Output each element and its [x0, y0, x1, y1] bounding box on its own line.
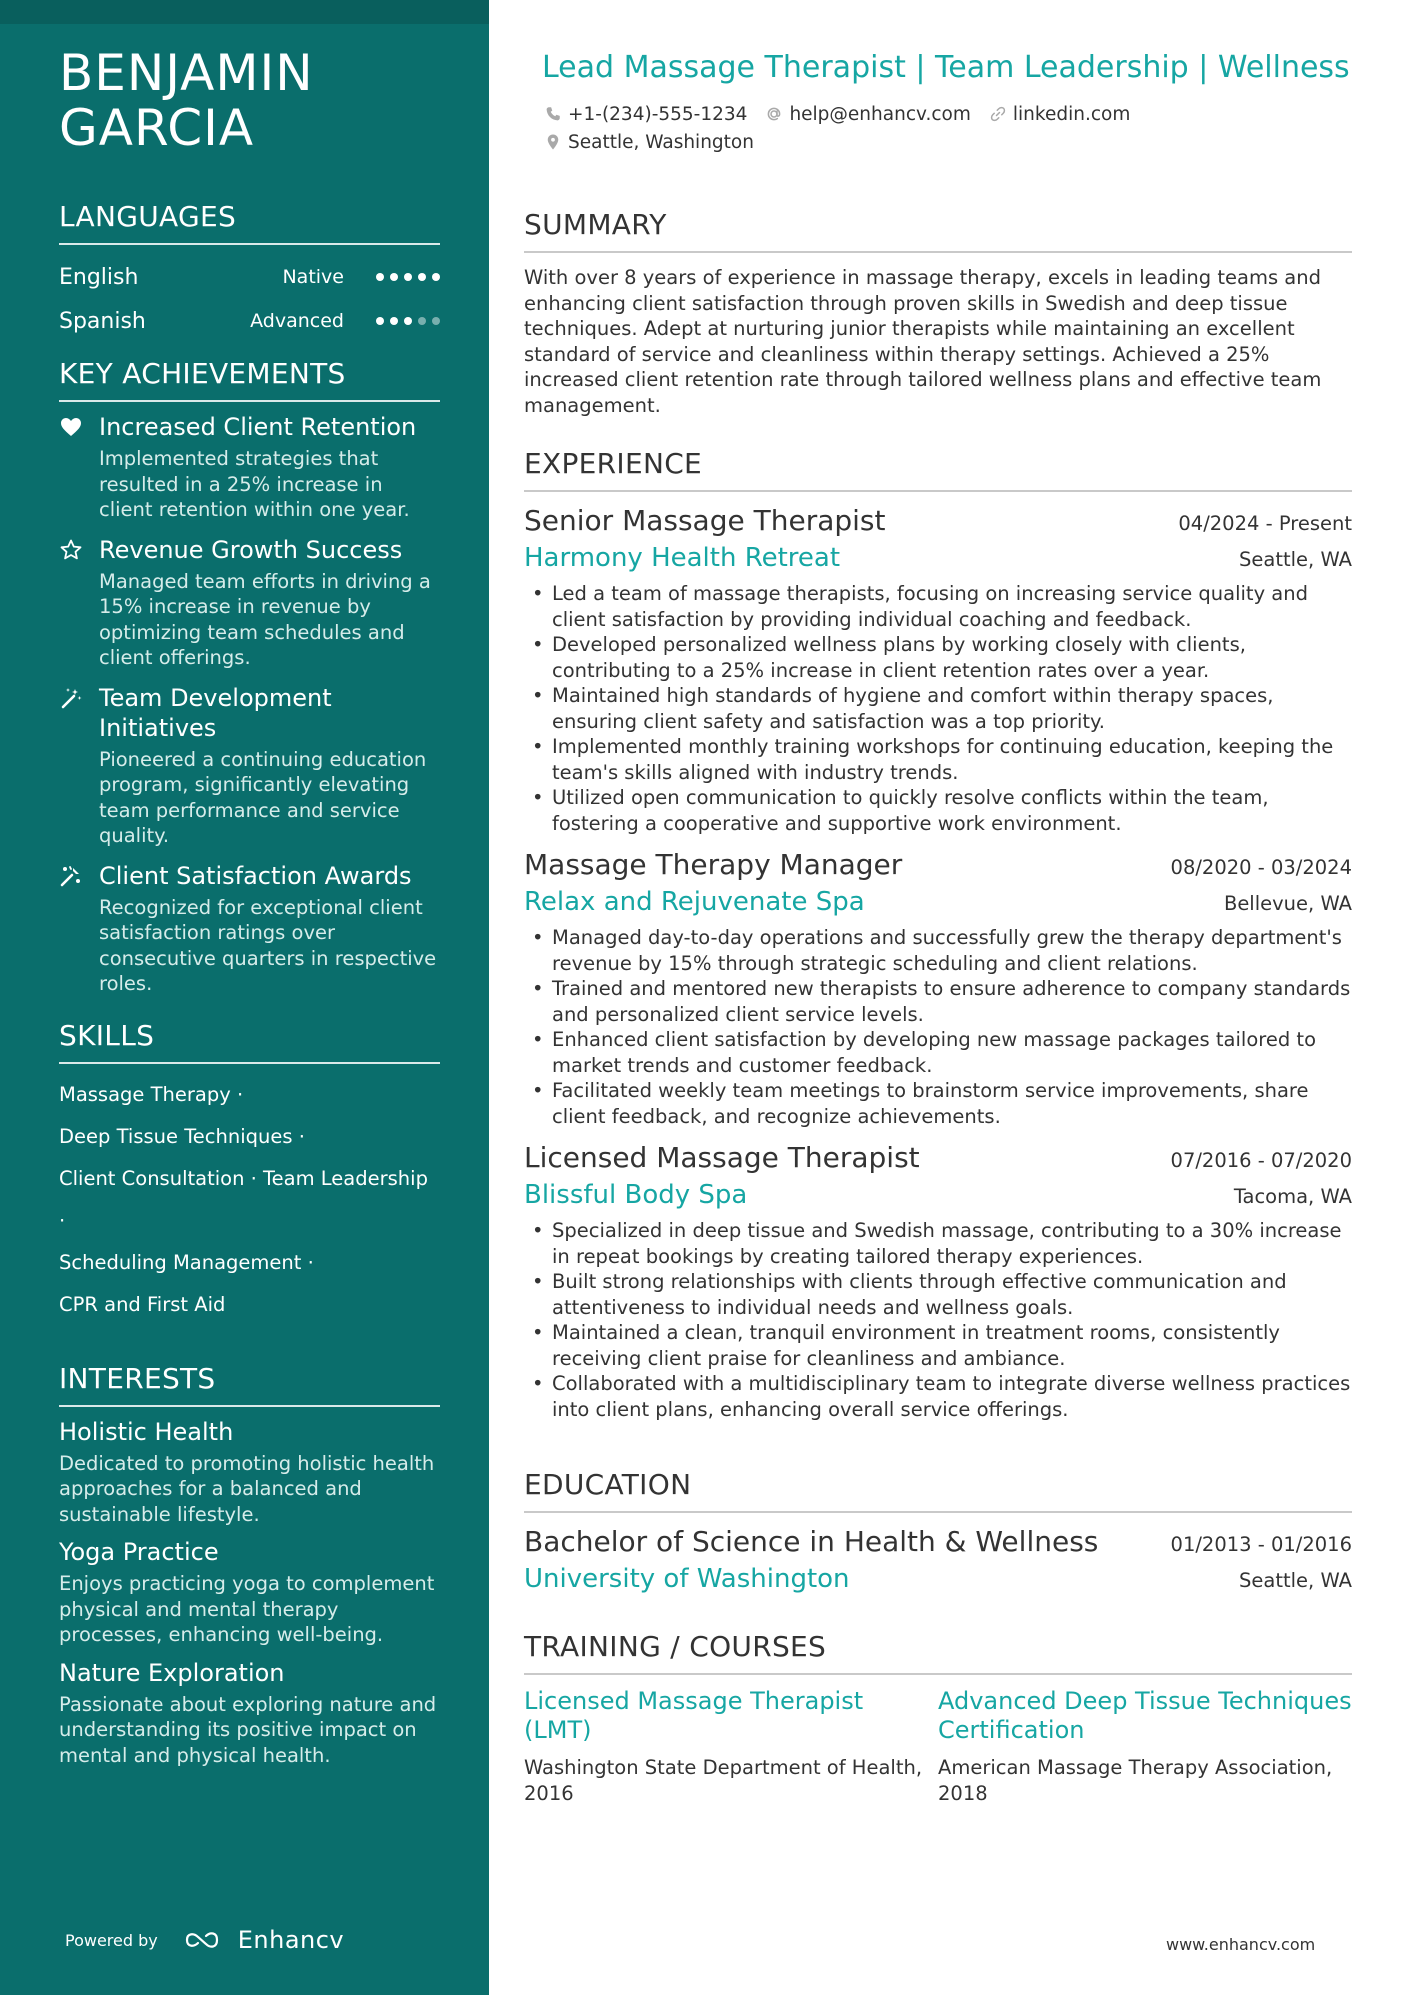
magic-wand-icon — [59, 683, 99, 849]
interest-title: Yoga Practice — [59, 1538, 219, 1566]
dot — [376, 273, 384, 281]
sidebar — [0, 0, 489, 1995]
experience-title: EXPERIENCE — [524, 447, 1352, 492]
powered-by — [65, 1926, 344, 1954]
name-last: GARCIA — [59, 99, 255, 157]
dot — [390, 317, 398, 325]
training-title: TRAINING / COURSES — [524, 1630, 1352, 1675]
achievement-item — [59, 412, 440, 523]
at-icon — [765, 105, 783, 123]
skill-line: Client Consultation · Team Leadership · — [59, 1166, 428, 1232]
job-title: Licensed Massage Therapist — [524, 1141, 920, 1174]
language-level: Native — [282, 266, 344, 288]
location-pin-icon — [544, 133, 562, 151]
location-text: Seattle, Washington — [568, 131, 754, 153]
skill-line: Massage Therapy · — [59, 1082, 244, 1106]
summary-text: With over 8 years of experience in massage therapy, excels in leading teams and enhancing client satisfaction through proven skills in Swedish and deep tissue techniques. Adept at nurturing junior therapists while maintaining an excellent standard of service and cleanliness within therapy settings. Achieved a 25% increased client retention rate through tailored wellness plans and effective team management. — [524, 266, 1322, 417]
job-title: Senior Massage Therapist — [524, 504, 886, 537]
job-title: Massage Therapy Manager — [524, 848, 903, 881]
job-bullets — [524, 925, 1352, 1129]
education-section — [524, 1468, 1352, 1594]
achievement-title: Team Development Initiatives — [99, 683, 332, 742]
bullet: • Enhanced client satisfaction by developing new massage packages tailored to market trends and customer feedback. — [524, 1027, 1352, 1078]
course-title: Licensed Massage Therapist (LMT) — [524, 1687, 864, 1744]
bullet: • Led a team of massage therapists, focusing on increasing service quality and client satisfaction by providing individual coaching and feedback. — [524, 581, 1352, 632]
interest-title: Nature Exploration — [59, 1658, 285, 1687]
job-location: Bellevue, WA — [1223, 892, 1352, 915]
bullet: • Developed personalized wellness plans by working closely with clients, contributing to a 25% increase in client retention rates over a year. — [524, 632, 1352, 683]
achievement-desc: Pioneered a continuing education program, significantly elevating team performance and service quality. — [99, 747, 427, 847]
summary-section — [524, 208, 1352, 418]
achievement-title: Revenue Growth Success — [99, 535, 403, 564]
education-location: Seattle, WA — [1239, 1569, 1352, 1592]
interests-section — [59, 1362, 440, 1769]
interest-title: Holistic Health — [59, 1417, 234, 1446]
job-location: Tacoma, WA — [1233, 1185, 1352, 1208]
language-name: English — [59, 264, 139, 290]
bullet: • Facilitated weekly team meetings to brainstorm service improvements, share client feedback, and recognize achievements. — [524, 1078, 1352, 1129]
interest-desc: Dedicated to promoting holistic health approaches for a balanced and sustainable lifestyle. — [59, 1451, 435, 1526]
skills-title: SKILLS — [59, 1019, 440, 1064]
dot — [404, 273, 412, 281]
bullet: • Maintained high standards of hygiene and comfort within therapy spaces, ensuring client safety and satisfaction was a top priority. — [524, 683, 1352, 734]
languages-section — [59, 200, 440, 343]
language-proficiency-dots — [376, 273, 440, 281]
candidate-name — [59, 46, 440, 156]
interest-desc: Passionate about exploring nature and understanding its positive impact on mental and physical health. — [59, 1692, 437, 1767]
brand-logo[interactable] — [184, 1926, 344, 1954]
achievements-section — [59, 357, 440, 997]
course-item — [524, 1687, 938, 1806]
footer-url[interactable]: www.enhancv.com — [1166, 1935, 1316, 1954]
job-date: 08/2020 - 03/2024 — [1170, 856, 1352, 879]
achievement-title: Client Satisfaction Awards — [99, 861, 412, 890]
achievement-title: Increased Client Retention — [99, 413, 417, 441]
star-icon — [59, 535, 99, 671]
dot — [376, 317, 384, 325]
achievement-desc: Managed team efforts in driving a 15% increase in revenue by optimizing team schedules and client offerings. — [99, 569, 431, 669]
achievement-item — [59, 683, 440, 849]
course-desc: Washington State Department of Health, 2016 — [524, 1756, 923, 1805]
school-name: University of Washington — [524, 1564, 850, 1594]
dot-empty — [418, 317, 426, 325]
powered-by-label: Powered by — [65, 1930, 158, 1950]
job-bullets — [524, 581, 1352, 836]
education-date: 01/2013 - 01/2016 — [1170, 1533, 1352, 1556]
email[interactable] — [765, 104, 970, 125]
phone-icon — [544, 105, 562, 123]
name-first: BENJAMIN — [59, 44, 314, 102]
bullet: • Utilized open communication to quickly resolve conflicts within the team, fostering a cooperative and supportive work environment. — [524, 785, 1352, 836]
link-icon — [989, 105, 1007, 123]
linkedin-text: linkedin.com — [1012, 103, 1131, 125]
dot — [432, 273, 440, 281]
achievement-item — [59, 535, 440, 671]
bullet: • Implemented monthly training workshops for continuing education, keeping the team's skills aligned with industry trends. — [524, 734, 1352, 785]
company-name: Harmony Health Retreat — [524, 543, 841, 573]
bullet: • Specialized in deep tissue and Swedish massage, contributing to a 30% increase in repeat bookings by creating tailored therapy experiences. — [524, 1218, 1352, 1269]
enhancv-logo-icon — [184, 1929, 228, 1951]
language-proficiency-dots — [376, 317, 440, 325]
job-bullets — [524, 1218, 1352, 1422]
skill-line: Deep Tissue Techniques · — [59, 1124, 305, 1148]
skill-line: Scheduling Management · — [59, 1250, 314, 1274]
dot-empty — [432, 317, 440, 325]
sidebar-top-strip — [0, 0, 489, 24]
education-title: EDUCATION — [524, 1468, 1352, 1513]
job-entry — [524, 1141, 1352, 1422]
heart-icon — [59, 412, 99, 523]
course-desc: American Massage Therapy Association, 2018 — [938, 1756, 1333, 1805]
degree: Bachelor of Science in Health & Wellness — [524, 1525, 1099, 1558]
skills-section — [59, 1019, 440, 1326]
brand-name: Enhancv — [237, 1926, 345, 1954]
achievement-item — [59, 861, 440, 997]
achievement-desc: Implemented strategies that resulted in a 25% increase in client retention within one year. — [99, 447, 410, 521]
bullet: • Trained and mentored new therapists to ensure adherence to company standards and personalized client service levels. — [524, 976, 1352, 1027]
language-name: Spanish — [59, 308, 146, 334]
dot — [404, 317, 412, 325]
interest-desc: Enjoys practicing yoga to complement physical and mental therapy processes, enhancing well-being. — [59, 1572, 435, 1646]
job-location: Seattle, WA — [1239, 548, 1352, 571]
achievement-desc: Recognized for exceptional client satisfaction ratings over consecutive quarters in respective roles. — [99, 895, 437, 995]
course-item — [938, 1687, 1352, 1806]
contact-info — [544, 100, 1130, 156]
dot — [418, 273, 426, 281]
dot — [390, 273, 398, 281]
skill-line: CPR and First Aid — [59, 1292, 226, 1316]
bullet: • Collaborated with a multidisciplinary team to integrate diverse wellness practices into client plans, enhancing overall service offerings. — [524, 1371, 1352, 1422]
training-section — [524, 1630, 1352, 1806]
location — [544, 132, 754, 153]
language-level: Advanced — [250, 310, 344, 332]
bullet: • Maintained a clean, tranquil environment in treatment rooms, consistently receiving client praise for cleanliness and ambiance. — [524, 1320, 1352, 1371]
headline: Lead Massage Therapist | Team Leadership | Wellness — [542, 50, 1350, 85]
bullet: • Managed day-to-day operations and successfully grew the therapy department's revenue by 15% through strategic scheduling and client relations. — [524, 925, 1352, 976]
trophy-icon — [59, 861, 99, 997]
achievements-title: KEY ACHIEVEMENTS — [59, 357, 440, 402]
bullet: • Built strong relationships with clients through effective communication and attentiveness to individual needs and wellness goals. — [524, 1269, 1352, 1320]
interests-title: INTERESTS — [59, 1362, 440, 1407]
linkedin[interactable] — [989, 104, 1130, 125]
email-text: help@enhancv.com — [789, 103, 971, 125]
phone-text: +1-(234)-555-1234 — [568, 103, 748, 125]
summary-title: SUMMARY — [524, 208, 1352, 253]
job-date: 07/2016 - 07/2020 — [1170, 1149, 1352, 1172]
course-title: Advanced Deep Tissue Techniques Certification — [938, 1687, 1352, 1744]
company-name: Blissful Body Spa — [524, 1180, 748, 1210]
company-name: Relax and Rejuvenate Spa — [524, 887, 865, 917]
experience-section — [524, 447, 1352, 1422]
languages-title: LANGUAGES — [59, 200, 440, 245]
job-entry — [524, 504, 1352, 836]
language-item — [59, 255, 440, 299]
job-date: 04/2024 - Present — [1178, 512, 1352, 535]
language-item — [59, 299, 440, 343]
phone[interactable] — [544, 104, 747, 125]
job-entry — [524, 848, 1352, 1129]
